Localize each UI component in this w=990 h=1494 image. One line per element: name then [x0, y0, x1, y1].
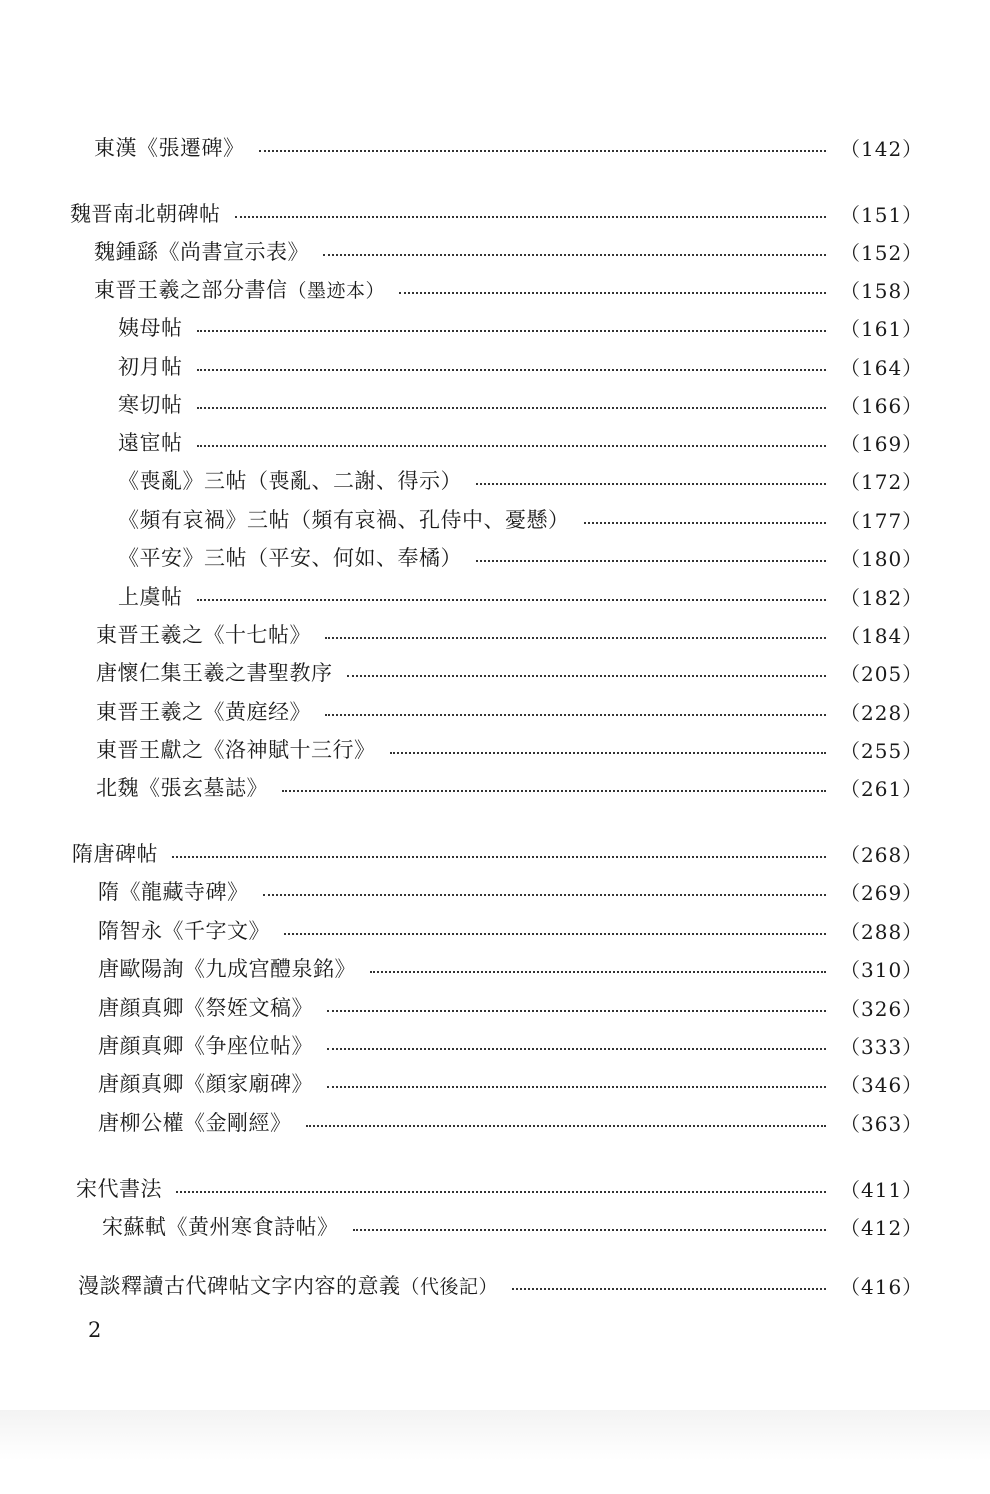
toc-entry-title: 隋唐碑帖 [72, 842, 158, 866]
toc-entry-page: （268） [840, 842, 924, 867]
toc-entry-title: 北魏《張玄墓誌》 [96, 776, 268, 800]
dot-leader [172, 856, 826, 858]
toc-entry-page: （177） [840, 508, 924, 533]
dot-leader [325, 637, 826, 639]
toc-entry [0, 463, 990, 497]
toc-entry-title: 《頻有哀禍》三帖（頻有哀禍、孔侍中、憂懸） [118, 508, 570, 532]
toc-entry-title: 魏晋南北朝碑帖 [70, 202, 221, 226]
toc-entry-page: （363） [840, 1111, 924, 1136]
toc-entry-title: 宋代書法 [76, 1177, 162, 1201]
toc-entry-page: （184） [840, 623, 924, 648]
toc-entry-title: 東晋王羲之《十七帖》 [96, 623, 311, 647]
dot-leader [197, 407, 827, 409]
toc-entry-page: （416） [840, 1274, 924, 1299]
toc-entry-page: （161） [840, 316, 924, 341]
toc-entry [0, 1028, 990, 1062]
toc-entry [0, 130, 990, 164]
toc-entry [0, 770, 990, 804]
dot-leader [197, 599, 827, 601]
dot-leader [306, 1125, 827, 1127]
page-number: 2 [88, 1318, 102, 1342]
toc-entry [0, 234, 990, 268]
toc-entry-title: 東晋王羲之《黄庭经》 [96, 700, 311, 724]
toc-entry [0, 1105, 990, 1139]
toc-entry-page: （333） [840, 1034, 924, 1059]
toc-entry-page: （152） [840, 240, 924, 265]
toc-entry [0, 913, 990, 947]
toc-entry-page: （166） [840, 393, 924, 418]
toc-entry [0, 732, 990, 766]
toc-entry-page: （411） [840, 1177, 924, 1202]
dot-leader [284, 933, 826, 935]
toc-entry-note: （代後記） [400, 1275, 499, 1298]
dot-leader [323, 254, 826, 256]
dot-leader [263, 894, 827, 896]
toc-entry [0, 1268, 990, 1302]
toc-entry-title: 遠宦帖 [118, 431, 183, 455]
toc-entry [0, 579, 990, 613]
toc-entry [0, 694, 990, 728]
toc-entry [0, 502, 990, 536]
toc-entry [0, 540, 990, 574]
toc-entry-title: 唐柳公權《金剛經》 [98, 1111, 292, 1135]
toc-entry-page: （310） [840, 957, 924, 982]
dot-leader [399, 292, 826, 294]
dot-leader [390, 752, 827, 754]
dot-leader [176, 1191, 826, 1193]
toc-entry-page: （269） [840, 880, 924, 905]
dot-leader [325, 714, 826, 716]
dot-leader [235, 216, 827, 218]
toc-entry-page: （326） [840, 996, 924, 1021]
toc-entry-page: （182） [840, 585, 924, 610]
toc-entry-title: 宋蘇軾《黄州寒食詩帖》 [102, 1215, 339, 1239]
toc-entry-title: 唐懷仁集王羲之書聖教序 [96, 661, 333, 685]
toc-entry-title: 初月帖 [118, 355, 183, 379]
toc-entry-page: （255） [840, 738, 924, 763]
dot-leader [476, 560, 826, 562]
toc-entry-page: （151） [840, 202, 924, 227]
dot-leader [584, 522, 827, 524]
toc-entry-title: 唐顔真卿《争座位帖》 [98, 1034, 313, 1058]
dot-leader [347, 675, 827, 677]
toc-entry-page: （261） [840, 776, 924, 801]
dot-leader [197, 330, 827, 332]
toc-entry-title: 《喪亂》三帖（喪亂、二謝、得示） [118, 469, 462, 493]
toc-entry [0, 990, 990, 1024]
dot-leader [282, 790, 826, 792]
toc-entry [0, 655, 990, 689]
toc-entry [0, 1171, 990, 1205]
toc-entry [0, 874, 990, 908]
toc-entry-title: 姨母帖 [118, 316, 183, 340]
toc-entry-page: （172） [840, 469, 924, 494]
toc-entry-page: （180） [840, 546, 924, 571]
toc-entry-title: 上虞帖 [118, 585, 183, 609]
dot-leader [370, 971, 826, 973]
toc-entry [0, 1066, 990, 1100]
dot-leader [197, 369, 827, 371]
dot-leader [327, 1010, 826, 1012]
toc-entry-page: （228） [840, 700, 924, 725]
toc-entry-page: （412） [840, 1215, 924, 1240]
toc-entry [0, 387, 990, 421]
toc-entry-page: （142） [840, 136, 924, 161]
toc-entry-page: （169） [840, 431, 924, 456]
dot-leader [327, 1086, 826, 1088]
dot-leader [197, 445, 827, 447]
dot-leader [353, 1229, 827, 1231]
toc-entry-title: 東漢《張遷碑》 [94, 136, 245, 160]
toc-entry-page: （164） [840, 355, 924, 380]
toc-entry [0, 310, 990, 344]
toc-entry [0, 1209, 990, 1243]
toc-entry [0, 425, 990, 459]
toc-entry-page: （205） [840, 661, 924, 686]
toc-entry [0, 196, 990, 230]
toc-entry-title: 東晋王獻之《洛神賦十三行》 [96, 738, 376, 762]
dot-leader [327, 1048, 826, 1050]
toc-entry-title: 隋智永《千字文》 [98, 919, 270, 943]
toc-entry [0, 617, 990, 651]
toc-entry-title: 唐顔真卿《顔家廟碑》 [98, 1072, 313, 1096]
toc-entry [0, 349, 990, 383]
toc-entry-title: 寒切帖 [118, 393, 183, 417]
dot-leader [512, 1288, 826, 1290]
toc-entry-title: 唐顔真卿《祭姪文稿》 [98, 996, 313, 1020]
toc-entry-page: （346） [840, 1072, 924, 1097]
toc-entry-title: 魏鍾繇《尚書宣示表》 [94, 240, 309, 264]
dot-leader [476, 483, 826, 485]
toc-entry [0, 272, 990, 306]
toc-entry-title: 《平安》三帖（平安、何如、奉橘） [118, 546, 462, 570]
dot-leader [259, 150, 827, 152]
page-bottom-shadow [0, 1410, 990, 1494]
toc-entry-title: 隋《龍藏寺碑》 [98, 880, 249, 904]
toc-entry-page: （288） [840, 919, 924, 944]
toc-entry-page: （158） [840, 278, 924, 303]
toc-entry-title: 漫談釋讀古代碑帖文字内容的意義 [78, 1274, 401, 1298]
toc-entry [0, 951, 990, 985]
toc-entry-note: （墨迹本） [287, 279, 386, 302]
toc-entry-title: 唐歐陽詢《九成宫醴泉銘》 [98, 957, 356, 981]
toc-entry-title: 東晋王羲之部分書信 [94, 278, 288, 302]
toc-entry [0, 836, 990, 870]
